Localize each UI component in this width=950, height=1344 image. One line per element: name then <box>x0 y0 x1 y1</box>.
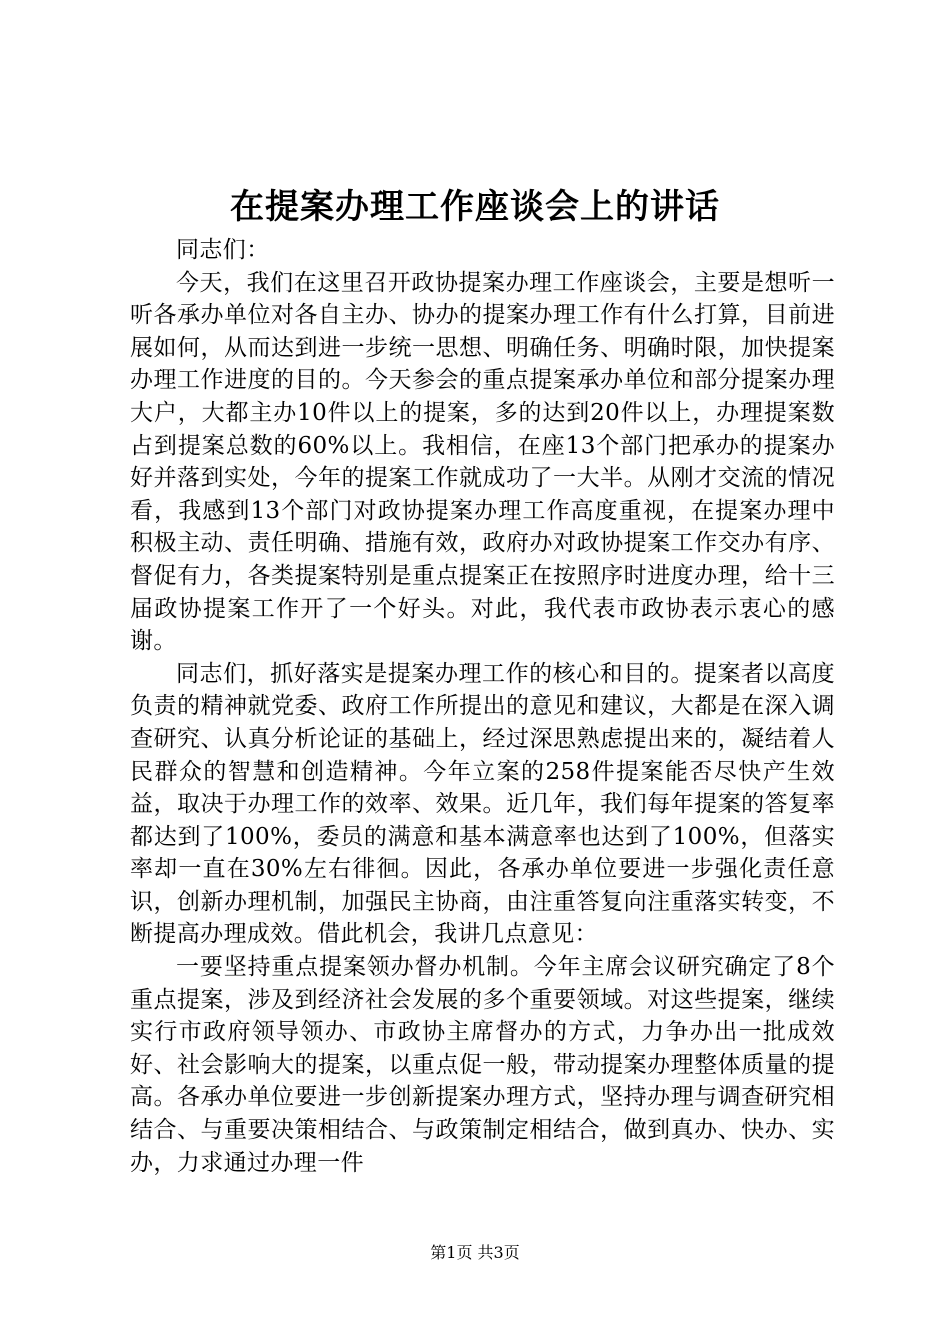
paragraph-2: 同志们，抓好落实是提案办理工作的核心和目的。提案者以高度负责的精神就党委、政府工作所提出的意见和建议，大都是在深入调查研究、认真分析论证的基础上，经过深思熟虑提出来的，凝结着人民群众的智慧和创造精神。今年立案的258件提案能否尽快产生效益，取决于办理工作的效率、效果。近几年，我们每年提案的答复率都达到了100%，委员的满意和基本满意率也达到了100%，但落实率却一直在30%左右徘徊。因此，各承办单位要进一步强化责任意识，创新办理机制，加强民主协商，由注重答复向注重落实转变，不断提高办理成效。借此机会，我讲几点意见： <box>130 660 835 948</box>
paragraph-3: 一要坚持重点提案领办督办机制。今年主席会议研究确定了8个重点提案，涉及到经济社会发展的多个重要领域。对这些提案，继续实行市政府领导领办、市政协主席督办的方式，力争办出一批成效好、社会影响大的提案，以重点促一般，带动提案办理整体质量的提高。各承办单位要进一步创新提案办理方式，坚持办理与调查研究相结合、与重要决策相结合、与政策制定相结合，做到真办、快办、实办，力求通过办理一件 <box>130 954 835 1176</box>
paragraph-1: 今天，我们在这里召开政协提案办理工作座谈会，主要是想听一听各承办单位对各自主办、协办的提案办理工作有什么打算，目前进展如何，从而达到进一步统一思想、明确任务、明确时限，加快提案办理工作进度的目的。今天参会的重点提案承办单位和部分提案办理大户，大都主办10件以上的提案，多的达到20件以上，办理提案数占到提案总数的60%以上。我相信，在座13个部门把承办的提案办好并落到实处，今年的提案工作就成功了一大半。从刚才交流的情况看，我感到13个部门对政协提案办理工作高度重视，在提案办理中积极主动、责任明确、措施有效，政府办对政协提案工作交办有序、督促有力，各类提案特别是重点提案正在按照序时进度办理，给十三届政协提案工作开了一个好头。对此，我代表市政协表示衷心的感谢。 <box>130 269 835 655</box>
page-number: 第1页 共3页 <box>430 1243 520 1262</box>
document-title: 在提案办理工作座谈会上的讲话 <box>230 187 720 227</box>
document-body <box>130 234 835 1179</box>
salutation: 同志们： <box>176 237 270 263</box>
